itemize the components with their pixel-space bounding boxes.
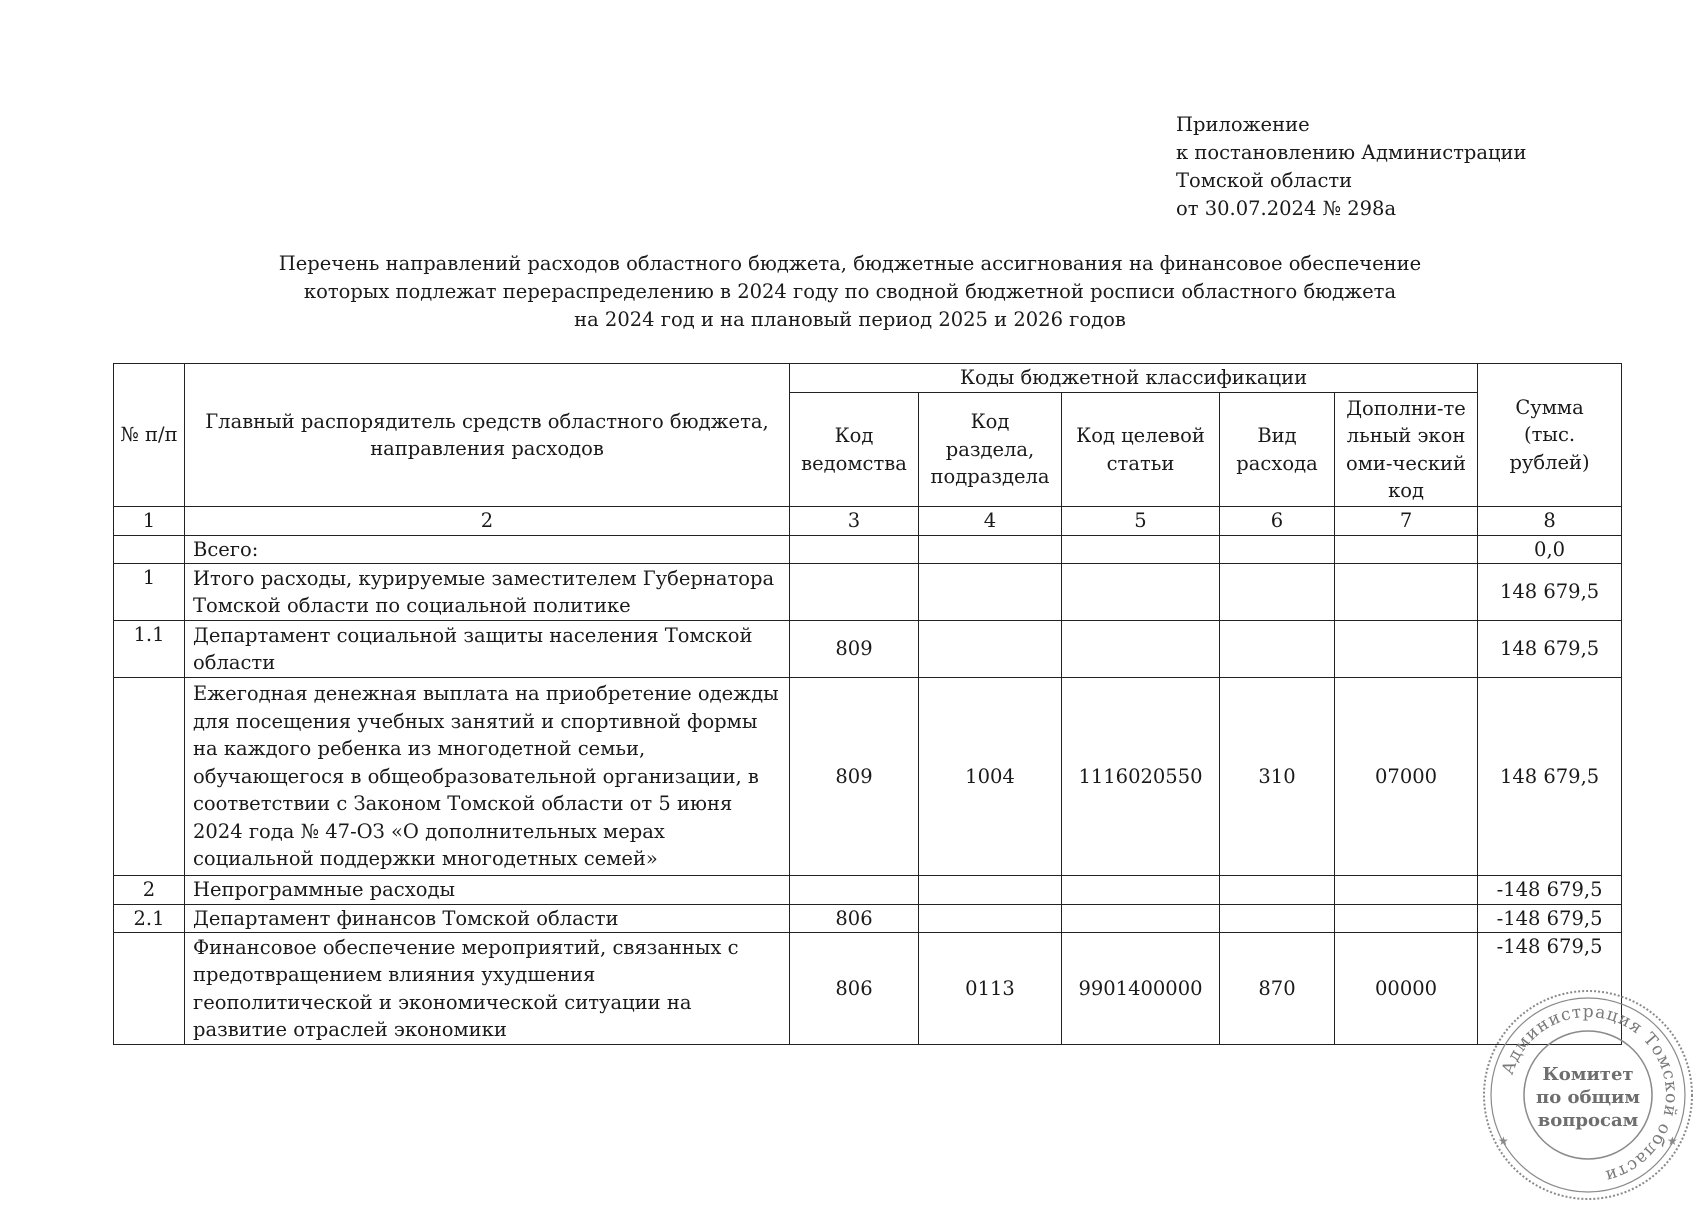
row-type: 310 (1220, 678, 1335, 876)
row-sum: 148 679,5 (1478, 678, 1622, 876)
header-codes-group: Коды бюджетной классификации (790, 364, 1478, 393)
table-row (114, 535, 1622, 564)
col-number: 4 (919, 507, 1062, 536)
header-code-target: Код целевой статьи (1062, 393, 1220, 507)
row-dept: 806 (790, 904, 919, 933)
row-type (1220, 535, 1335, 564)
stamp-center-line: вопросам (1537, 1110, 1639, 1131)
header-row (114, 364, 1622, 393)
row-type: 870 (1220, 933, 1335, 1045)
title-line: Перечень направлений расходов областного бюджета, бюджетные ассигнования на финансовое обеспечение (278, 252, 1422, 275)
document-title (200, 250, 1500, 334)
row-sum: -148 679,5 (1478, 904, 1622, 933)
row-target: 1116020550 (1062, 678, 1220, 876)
appendix-block (1176, 111, 1527, 223)
row-sum: 148 679,5 (1478, 621, 1622, 678)
stamp-center-line: по общим (1536, 1087, 1640, 1108)
row-extra (1335, 876, 1478, 905)
row-target: 9901400000 (1062, 933, 1220, 1045)
row-extra: 07000 (1335, 678, 1478, 876)
row-num (114, 933, 185, 1045)
row-num: 2.1 (114, 904, 185, 933)
row-name: Непрограммные расходы (185, 876, 790, 905)
row-section (919, 621, 1062, 678)
row-target (1062, 904, 1220, 933)
table-row (114, 678, 1622, 876)
row-sum: -148 679,5 (1478, 876, 1622, 905)
row-extra (1335, 535, 1478, 564)
row-num (114, 678, 185, 876)
title-line: на 2024 год и на плановый период 2025 и 2026 годов (574, 308, 1126, 331)
row-section (919, 564, 1062, 621)
table-row (114, 621, 1622, 678)
row-type (1220, 904, 1335, 933)
row-section (919, 535, 1062, 564)
col-number: 6 (1220, 507, 1335, 536)
header-code-type: Вид расхода (1220, 393, 1335, 507)
row-dept: 806 (790, 933, 919, 1045)
row-num: 1.1 (114, 621, 185, 678)
row-extra (1335, 904, 1478, 933)
row-section: 1004 (919, 678, 1062, 876)
budget-table (113, 363, 1622, 1045)
col-number: 7 (1335, 507, 1478, 536)
table-row (114, 876, 1622, 905)
row-name: Департамент социальной защиты населения Томской области (185, 621, 790, 678)
col-number: 8 (1478, 507, 1622, 536)
table-row (114, 904, 1622, 933)
col-number: 2 (185, 507, 790, 536)
row-section: 0113 (919, 933, 1062, 1045)
header-code-dept: Код ведомства (790, 393, 919, 507)
title-line: которых подлежат перераспределению в 2024 году по сводной бюджетной росписи областного бюджета (303, 280, 1397, 303)
row-target (1062, 564, 1220, 621)
row-extra (1335, 621, 1478, 678)
committee-stamp (1478, 985, 1698, 1205)
appendix-line: к постановлению Администрации (1176, 141, 1527, 164)
row-num (114, 535, 185, 564)
row-name: Ежегодная денежная выплата на приобретение одежды для посещения учебных занятий и спортивной формы на каждого ребенка из многодетной семьи, обучающегося в общеобразовательной организации, в соответствии с Законом Томской области от 5 июня 2024 года № 47-ОЗ «О дополнительных мерах социальной поддержки многодетных семей» (185, 678, 790, 876)
row-target (1062, 621, 1220, 678)
stamp-center-line: Комитет (1542, 1064, 1634, 1085)
row-name: Итого расходы, курируемые заместителем Губернатора Томской области по социальной политике (185, 564, 790, 621)
appendix-line: Томской области (1176, 169, 1353, 192)
row-name: Всего: (185, 535, 790, 564)
row-section (919, 876, 1062, 905)
header-sum: Сумма (тыс. рублей) (1478, 364, 1622, 507)
row-extra: 00000 (1335, 933, 1478, 1045)
row-target (1062, 876, 1220, 905)
row-type (1220, 876, 1335, 905)
header-num: № п/п (114, 364, 185, 507)
row-dept (790, 564, 919, 621)
row-name: Департамент финансов Томской области (185, 904, 790, 933)
star-icon: ★ (1498, 1134, 1509, 1148)
header-code-extra: Дополни-тельный экономи-ческий код (1335, 393, 1478, 507)
column-number-row (114, 507, 1622, 536)
header-code-section: Код раздела, подраздела (919, 393, 1062, 507)
row-num: 2 (114, 876, 185, 905)
table-row (114, 933, 1622, 1045)
table-row (114, 564, 1622, 621)
col-number: 5 (1062, 507, 1220, 536)
row-target (1062, 535, 1220, 564)
row-sum: -148 679,5 (1478, 933, 1622, 1045)
row-sum: 0,0 (1478, 535, 1622, 564)
stamp-ring-text: Администрация Томской области (1498, 1001, 1682, 1187)
row-name: Финансовое обеспечение мероприятий, связанных с предотвращением влияния ухудшения геополитической и экономической ситуации на развитие отраслей экономики (185, 933, 790, 1045)
appendix-line: от 30.07.2024 № 298а (1176, 197, 1397, 220)
row-type (1220, 564, 1335, 621)
row-type (1220, 621, 1335, 678)
star-icon: ★ (1667, 1134, 1678, 1148)
header-name: Главный распорядитель средств областного бюджета, направления расходов (185, 364, 790, 507)
row-section (919, 904, 1062, 933)
row-num: 1 (114, 564, 185, 621)
col-number: 1 (114, 507, 185, 536)
appendix-line: Приложение (1176, 113, 1310, 136)
row-dept (790, 535, 919, 564)
row-dept (790, 876, 919, 905)
row-dept: 809 (790, 621, 919, 678)
row-sum: 148 679,5 (1478, 564, 1622, 621)
col-number: 3 (790, 507, 919, 536)
row-dept: 809 (790, 678, 919, 876)
row-extra (1335, 564, 1478, 621)
